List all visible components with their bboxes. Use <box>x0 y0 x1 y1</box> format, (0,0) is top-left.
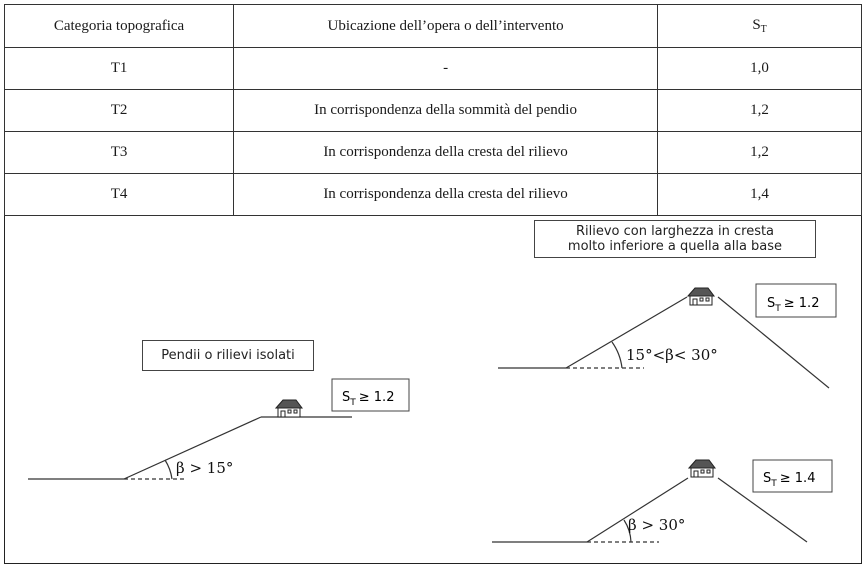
header-categoria: Categoria topografica <box>5 5 234 48</box>
header-st-symbol: S <box>752 17 761 33</box>
cell-st-value: 1,0 <box>658 48 862 90</box>
cell-category: T1 <box>5 48 234 90</box>
angle-steep-label: β > 30° <box>628 516 686 534</box>
cell-category: T3 <box>5 132 234 174</box>
table-row <box>5 174 862 216</box>
cell-st-value: 1,2 <box>658 132 862 174</box>
cell-location: In corrispondenza della cresta del rilievo <box>234 174 658 216</box>
angle-mid-label: 15°<β< 30° <box>626 346 718 364</box>
table-row <box>5 132 862 174</box>
cell-st-value: 1,2 <box>658 90 862 132</box>
cell-category: T4 <box>5 174 234 216</box>
table-header-row <box>5 5 862 48</box>
header-st <box>658 5 862 48</box>
st-slope-label: $S_T \ge 1.2$ <box>342 390 395 408</box>
label-pendii: Pendii o rilievi isolati <box>161 348 295 363</box>
label-rilievo-line1: Rilievo con larghezza in cresta <box>575 224 775 239</box>
diagram-drawing <box>4 212 862 564</box>
table-row <box>5 48 862 90</box>
house-icon <box>688 288 714 305</box>
cell-location: In corrispondenza della sommità del pendio <box>234 90 658 132</box>
house-icon <box>276 400 302 417</box>
header-st-subscript: T <box>760 24 767 35</box>
st-ridge-steep-label: $S_T \ge 1.4$ <box>763 471 816 489</box>
table-row <box>5 90 862 132</box>
angle-slope-label: β > 15° <box>176 459 234 477</box>
cell-location: In corrispondenza della cresta del rilievo <box>234 132 658 174</box>
header-ubicazione: Ubicazione dell’opera o dell’intervento <box>234 5 658 48</box>
topographic-category-table <box>4 4 862 216</box>
house-icon <box>689 460 715 477</box>
label-rilievo-line2: molto inferiore a quella alla base <box>567 239 783 254</box>
cell-st-value: 1,4 <box>658 174 862 216</box>
cell-category: T2 <box>5 90 234 132</box>
st-ridge-mid-label: $S_T \ge 1.2$ <box>767 296 820 314</box>
topography-diagram <box>4 212 862 564</box>
cell-location: - <box>234 48 658 90</box>
